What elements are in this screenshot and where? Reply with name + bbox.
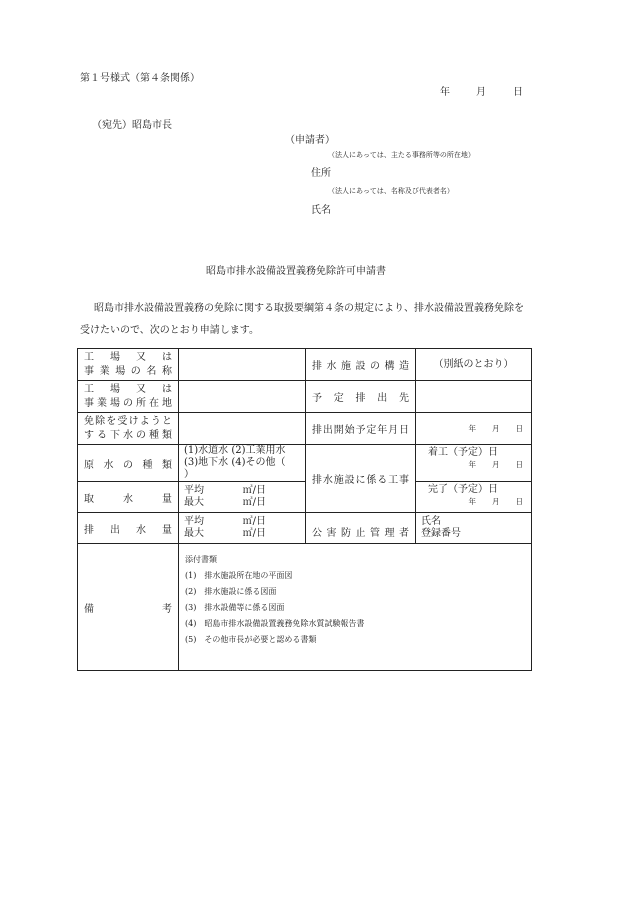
construction-start-field[interactable]: 着工（予定）日 年 月 日	[416, 445, 532, 482]
remarks-field[interactable]	[179, 544, 532, 671]
name-note: （法人にあっては、名称及び代表者名）	[328, 187, 454, 195]
discharge-destination-field[interactable]	[416, 381, 532, 413]
date-year-label: 年	[440, 87, 450, 98]
start-date-field[interactable]: 年 月 日	[416, 413, 532, 445]
remarks-label: 備 考	[78, 544, 179, 671]
factory-location-field[interactable]	[179, 381, 306, 413]
attachments-list	[185, 552, 525, 648]
discharge-volume-label: 排出水量	[78, 513, 179, 544]
construction-label: 排水施設に係る工事	[306, 445, 416, 513]
water-source-label: 原水の種類	[78, 445, 179, 482]
body-text-line-2: 受けたいので、次のとおり申請します。	[80, 325, 259, 336]
sewer-type-label: 免除を受けようと する下水の種類	[78, 413, 179, 445]
structure-value: （別紙のとおり）	[416, 349, 532, 381]
pollution-manager-field[interactable]: 氏名 登録番号	[416, 513, 532, 544]
addressee: （宛先）昭島市長	[92, 120, 172, 131]
body-text-line-1: 昭島市排水設備設置義務の免除に関する取扱要綱第４条の規定により、排水設備設置義務免除を	[94, 303, 524, 314]
applicant-label: （申請者）	[285, 135, 335, 146]
attachment-item: (2) 排水施設に係る図面	[185, 587, 277, 596]
attachment-item: (4) 昭島市排水設備設置義務免除水質試験報告書	[185, 619, 365, 628]
pollution-manager-label: 公害防止管理者	[306, 513, 416, 544]
document-title: 昭島市排水設備設置義務免除許可申請書	[206, 266, 386, 277]
attachment-item: (3) 排水設備等に係る図面	[185, 603, 285, 612]
attachment-item: (1) 排水施設所在地の平面図	[185, 571, 293, 580]
address-note: （法人にあっては、主たる事務所等の所在地）	[328, 151, 475, 159]
address-label: 住所	[311, 168, 331, 179]
factory-name-label: 工 場 又 は 事業場の名称	[78, 349, 179, 381]
factory-name-field[interactable]	[179, 349, 306, 381]
sewer-type-field[interactable]	[179, 413, 306, 445]
start-date-label: 排出開始予定年月日	[306, 413, 416, 445]
date-month-label: 月	[476, 87, 486, 98]
attachment-item: (5) その他市長が必要と認める書類	[185, 635, 317, 644]
date-day-label: 日	[513, 87, 523, 98]
construction-end-field[interactable]: 完了（予定）日 年 月 日	[416, 482, 532, 513]
water-source-options[interactable]: (1)水道水 (2)工業用水 (3)地下水 (4)その他（ ）	[179, 445, 306, 482]
intake-label: 取水量	[78, 482, 179, 513]
discharge-volume-field[interactable]: 平均 ㎥/日 最大 ㎥/日	[179, 513, 306, 544]
intake-field[interactable]: 平均 ㎥/日 最大 ㎥/日	[179, 482, 306, 513]
form-number: 第１号様式（第４条関係）	[80, 73, 200, 84]
structure-label: 排水施設の構造	[306, 349, 416, 381]
attachments-title: 添付書類	[185, 555, 217, 564]
name-label: 氏名	[311, 205, 331, 216]
application-form-table	[77, 348, 532, 671]
factory-location-label: 工 場 又 は 事業場の所在地	[78, 381, 179, 413]
discharge-destination-label: 予定排出先	[306, 381, 416, 413]
